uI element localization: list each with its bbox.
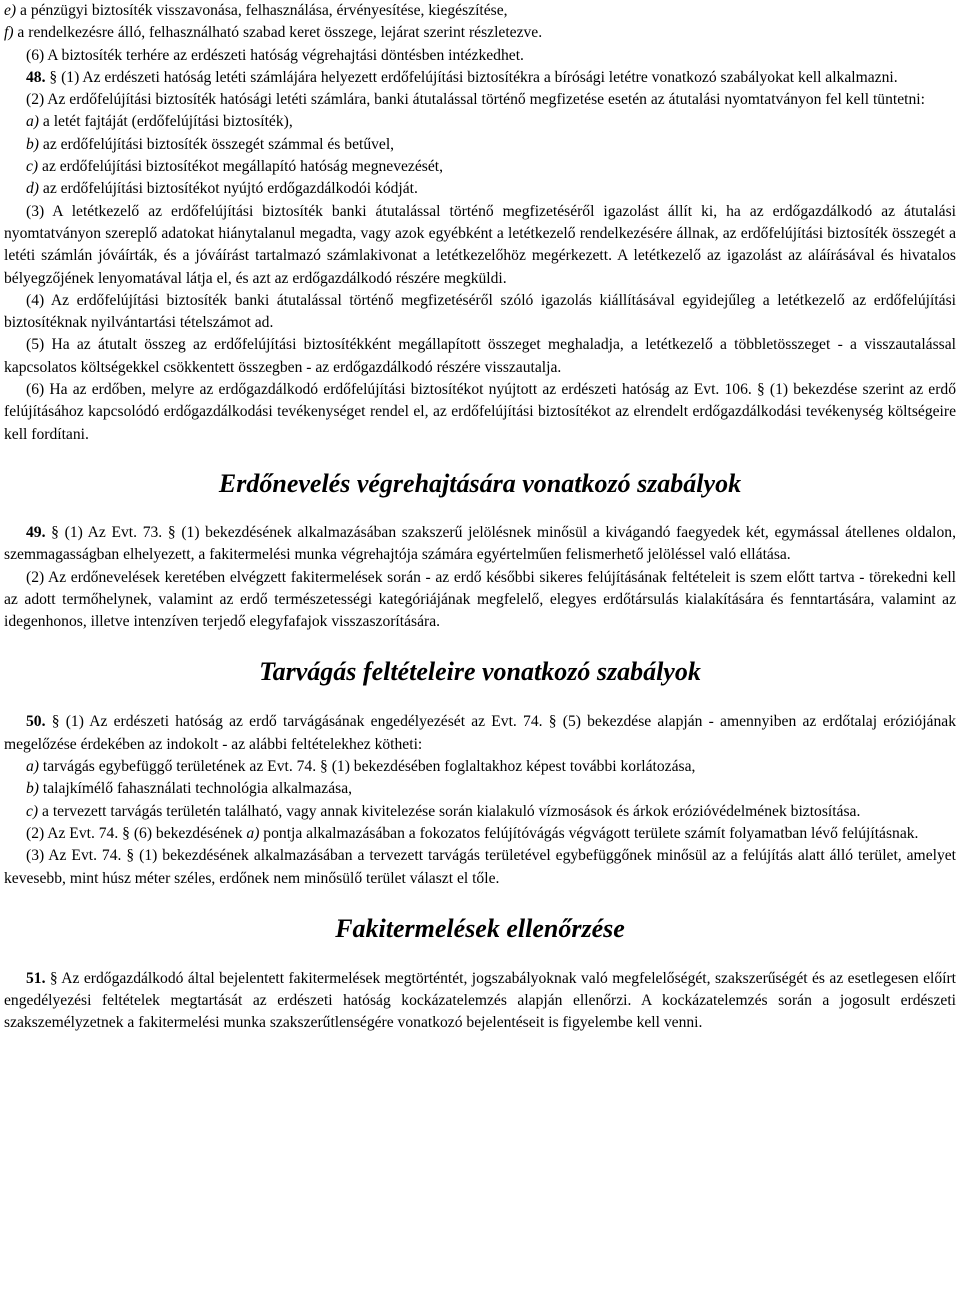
- section-48-p1: [4, 67, 956, 89]
- top-block: [4, 0, 956, 446]
- item-letter: b): [26, 780, 39, 798]
- section-50-p1: [4, 711, 956, 756]
- section-51-p1: [4, 968, 956, 1035]
- item-text: a tervezett tarvágás területén található, vagy annak kivitelezése során kialakuló vízmosások és árkok erózióvédelmének biztosítása.: [38, 802, 861, 820]
- item-letter: b): [26, 135, 39, 153]
- section-number: 50.: [26, 713, 46, 731]
- item-letter: a): [26, 113, 39, 131]
- section-51: [4, 968, 956, 1035]
- item-letter: a): [246, 824, 260, 842]
- item-letter: c): [26, 158, 39, 176]
- section-48-p6: (6) Ha az erdőben, melyre az erdőgazdálkodó erdőfelújítási biztosítékot nyújtott az erdészeti hatóság az Evt. 106. § (1) bekezdése szerint az erdő felújításához kapcsolódó erdőgazdálkodási tevékenységet rendel el, az erdőfelújítási biztosítékot az elrendelt erdőgazdálkodási tevékenység költségeire kell fordítani.: [4, 381, 956, 443]
- section-48-item-c: [4, 156, 956, 178]
- section-50-item-b: [4, 778, 956, 800]
- heading-tarvagas: Tarvágás feltételeire vonatkozó szabályok: [259, 657, 701, 687]
- heading-fakitermeles: Fakitermelések ellenőrzése: [335, 913, 625, 943]
- item-text: az erdőfelújítási biztosíték összegét számmal és betűvel,: [39, 135, 395, 153]
- section-number: 49.: [26, 523, 46, 541]
- section-50: [4, 711, 956, 889]
- paragraph-text: pontja alkalmazásában a fokozatos felújítóvágás végvágott területe számít folyamatban lévő felújításnak.: [259, 824, 919, 842]
- item-letter: c): [26, 802, 39, 820]
- item-letter: d): [26, 180, 39, 198]
- section-48-p5: (5) Ha az átutalt összeg az erdőfelújítási biztosítékként megállapított összeget meghaladja, a letétkezelő a többletösszeget - a visszautalással kapcsolatos költségekkel csökkentett összegben - az erdőgazdálkodó részére visszautalja.: [4, 336, 956, 376]
- section-50-p2: [4, 823, 956, 845]
- item-letter: e): [4, 2, 17, 19]
- section-50-p3: (3) Az Evt. 74. § (1) bekezdésének alkalmazásában a tervezett tarvágás területével egybefüggőnek minősül az a felújítás alatt álló terület, amelyet kevesebb, mint húsz méter széles, erdőnek nem minősülő terület választ el tőle.: [4, 847, 956, 887]
- item-text: talajkímélő fahasználati technológia alkalmazása,: [39, 780, 353, 798]
- section-number: 48.: [26, 68, 46, 86]
- item-text: az erdőfelújítási biztosítékot megállapító hatóság megnevezését,: [38, 158, 443, 176]
- item-letter: a): [26, 758, 39, 776]
- section-48-p2: (2) Az erdőfelújítási biztosíték hatósági letéti számlára, banki átutalással történő megfizetése esetén az átutalási nyomtatványon fel kell tüntetni:: [26, 91, 925, 109]
- section-50-item-a: [4, 756, 956, 778]
- item-text: az erdőfelújítási biztosítékot nyújtó erdőgazdálkodói kódját.: [39, 180, 418, 198]
- section-48-item-d: [4, 178, 956, 200]
- paragraph-6: (6) A biztosíték terhére az erdészeti hatóság végrehajtási döntésben intézkedhet.: [26, 46, 524, 64]
- document-page: [4, 0, 956, 1035]
- paragraph-text: § Az erdőgazdálkodó által bejelentett fakitermelések megtörténtét, jogszabályoknak való megfelelőségét, szakszerűségét és az esetlegesen előírt engedélyezési feltételek megtartását az erdészeti hatóság kockázatelemzés alapján ellenőrzi. A kockázatelemzés során a jogosult erdészeti szakszemélyzetnek a fakitermelési munka szakszerűtlenségére vonatkozó bejelentéseit is figyelembe kell venni.: [4, 969, 956, 1032]
- item-letter: f): [4, 24, 14, 42]
- item-e: [4, 0, 956, 22]
- section-number: 51.: [26, 969, 46, 987]
- section-49-p1: [4, 522, 956, 567]
- section-48-p3: (3) A letétkezelő az erdőfelújítási biztosíték banki átutalással történő megfizetéséről igazolást állít ki, ha az erdőgazdálkodó az átutalási nyomtatványon szereplő adatokat hiánytalanul megadta, vagy azok egyébként a letétkezelő rendelkezésére állnak, az erdőfelújítási biztosíték összegét a letéti számlán jóváírták, és a jóváírást tartalmazó számlakivonat a letétkezelőhöz megérkezett. A letétkezelő az igazolást az aláírásával és hivatalos bélyegzőjének lenyomatával látja el, és azt az erdőgazdálkodó részére megküldi.: [4, 202, 956, 287]
- item-text: a letét fajtáját (erdőfelújítási biztosíték),: [39, 113, 293, 131]
- item-f: [4, 22, 956, 44]
- section-49: [4, 522, 956, 633]
- section-50-item-c: [4, 801, 956, 823]
- section-48-item-b: [4, 134, 956, 156]
- paragraph-text: § (1) Az erdészeti hatóság letéti számlájára helyezett erdőfelújítási biztosítékra a bírósági letétre vonatkozó szabályokat kell alkalmazni.: [45, 68, 898, 86]
- item-text: a pénzügyi biztosíték visszavonása, felhasználása, érvényesítése, kiegészítése,: [16, 2, 508, 19]
- paragraph-text: (2) Az Evt. 74. § (6) bekezdésének: [26, 824, 247, 842]
- paragraph-text: § (1) Az erdészeti hatóság az erdő tarvágásának engedélyezését az Evt. 74. § (5) bekezdése alapján - amennyiben az erdőtalaj eróziójának megelőzése érdekében az indokolt - az alábbi feltételekhez kötheti:: [4, 713, 956, 753]
- paragraph-text: § (1) Az Evt. 73. § (1) bekezdésének alkalmazásában szakszerű jelölésnek minősül a kivágandó faegyedek két, egymással átellenes oldalon, szemmagasságban elhelyezett, a fakitermelési munka végrehajtója számára egyértelműen felismerhető jelöléssel való ellátása.: [4, 523, 956, 564]
- item-text: a rendelkezésre álló, felhasználható szabad keret összege, lejárat szerint részletezve.: [13, 24, 543, 42]
- item-text: tarvágás egybefüggő területének az Evt. 74. § (1) bekezdésében foglaltakhoz képest további korlátozása,: [39, 758, 696, 776]
- section-48-item-a: [4, 111, 956, 133]
- section-48-p4: (4) Az erdőfelújítási biztosíték banki átutalással történő megfizetéséről szóló igazolás kiállításával egyidejűleg a letétkezelő az erdőfelújítási biztosítéknak nyilvántartási tételszámot ad.: [4, 291, 956, 332]
- section-49-p2: (2) Az erdőnevelések keretében elvégzett fakitermelések során - az erdő későbbi sikeres felújításának feltételeit is szem előtt tartva - törekedni kell az adott termőhelynek, valamint az erdő természetességi kategóriájának megfelelő, elegyes erdőtársulás kialakítására és fenntartására, valamint az idegenhonos, illetve intenzíven terjedő elegyfafajok visszaszorítására.: [4, 568, 956, 631]
- heading-erdonevelés: Erdőnevelés végrehajtására vonatkozó szabályok: [218, 468, 742, 498]
